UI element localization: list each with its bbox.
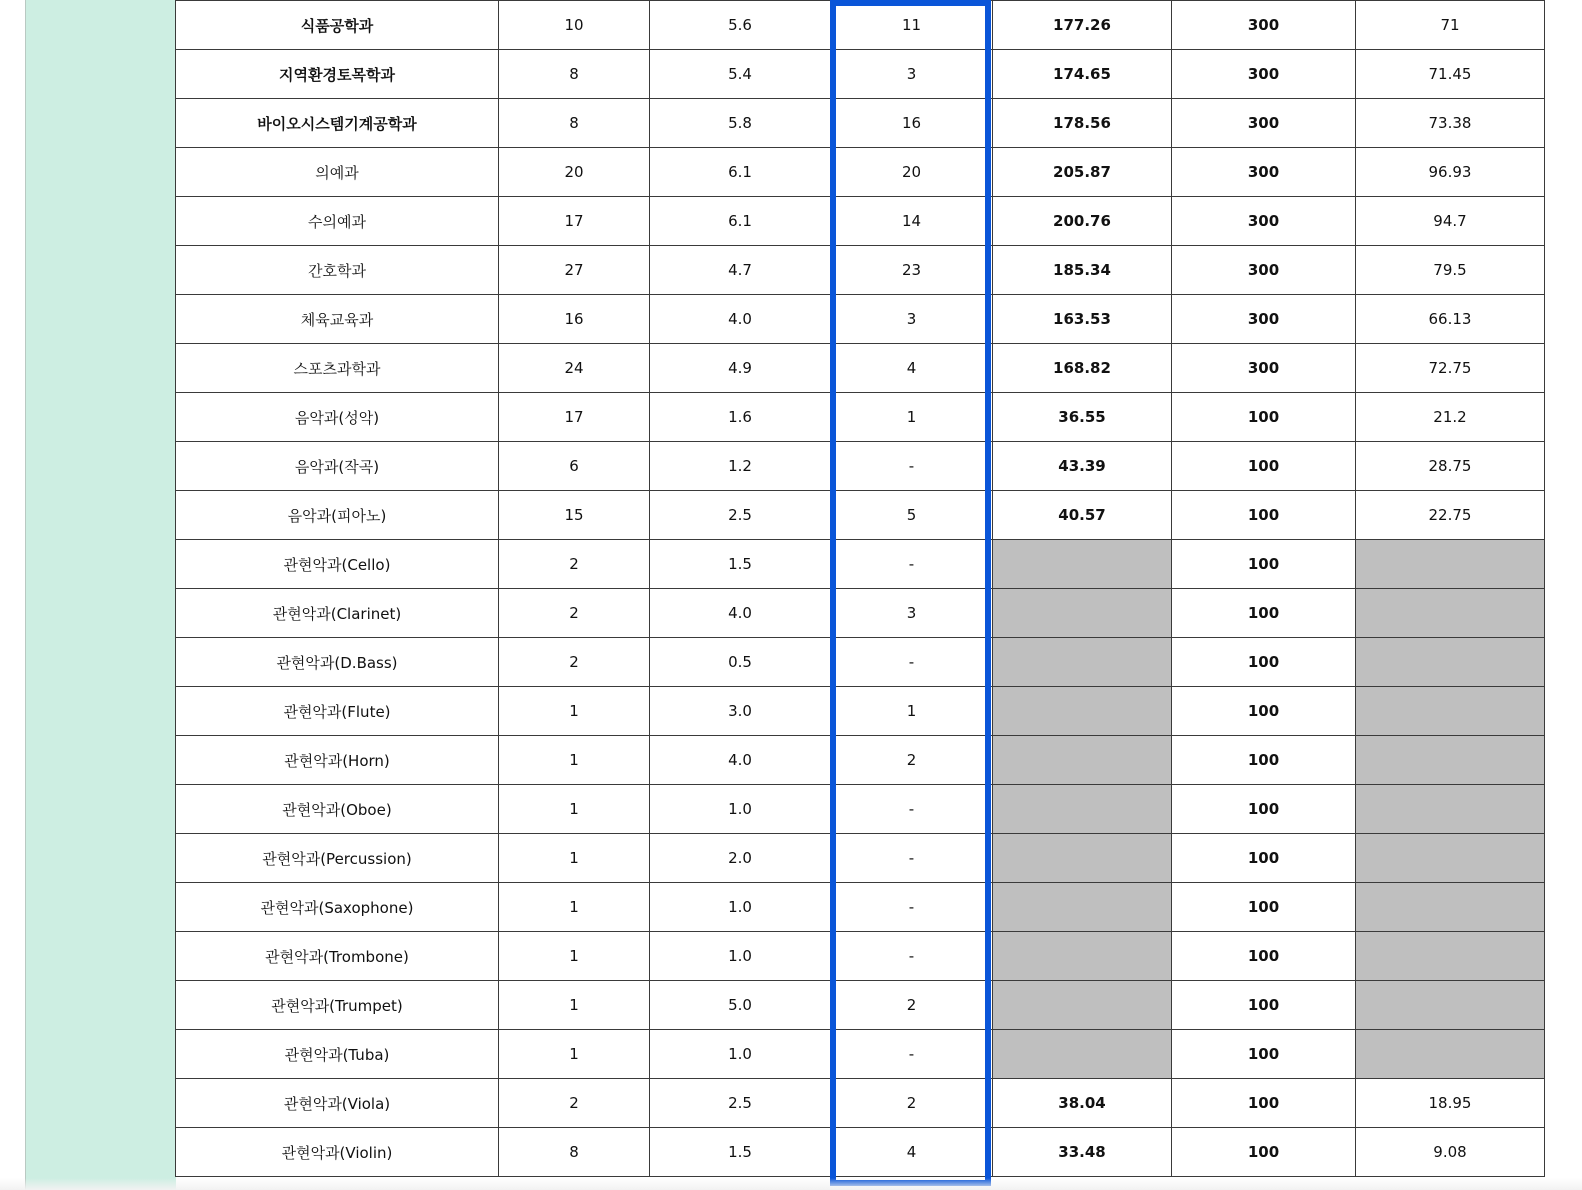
value-cell-c1: 1 (499, 883, 650, 932)
value-cell-c1: 1 (499, 785, 650, 834)
value-cell-c4: 205.87 (993, 148, 1172, 197)
dept-name-cell: 간호학과 (176, 246, 499, 295)
value-cell-c4: 174.65 (993, 50, 1172, 99)
value-cell-c6: 71 (1356, 1, 1545, 50)
value-cell-c3: - (831, 883, 993, 932)
value-cell-c2: 6.1 (650, 148, 831, 197)
value-cell-c2: 1.5 (650, 1128, 831, 1177)
value-cell-c3: 2 (831, 736, 993, 785)
value-cell-c4: 200.76 (993, 197, 1172, 246)
value-cell-c2: 6.1 (650, 197, 831, 246)
value-cell-c2: 2.5 (650, 1079, 831, 1128)
value-cell-c5: 100 (1172, 883, 1356, 932)
value-cell-c1: 17 (499, 393, 650, 442)
table-row (176, 589, 1545, 638)
value-cell-c2: 4.0 (650, 589, 831, 638)
value-cell-c5: 100 (1172, 589, 1356, 638)
value-cell-c1: 8 (499, 99, 650, 148)
value-cell-c1: 1 (499, 687, 650, 736)
value-cell-c4 (993, 1030, 1172, 1079)
value-cell-c2: 1.0 (650, 883, 831, 932)
value-cell-c4: 185.34 (993, 246, 1172, 295)
table-row (176, 99, 1545, 148)
value-cell-c6: 73.38 (1356, 99, 1545, 148)
value-cell-c6: 9.08 (1356, 1128, 1545, 1177)
value-cell-c1: 24 (499, 344, 650, 393)
table-row (176, 148, 1545, 197)
value-cell-c3: 16 (831, 99, 993, 148)
value-cell-c4 (993, 638, 1172, 687)
dept-name-cell: 관현악과(Cello) (176, 540, 499, 589)
value-cell-c4 (993, 687, 1172, 736)
value-cell-c4 (993, 932, 1172, 981)
dept-name-cell: 음악과(피아노) (176, 491, 499, 540)
dept-name-cell: 관현악과(Trombone) (176, 932, 499, 981)
table-row (176, 1, 1545, 50)
table-row (176, 1079, 1545, 1128)
dept-name-cell: 음악과(작곡) (176, 442, 499, 491)
table-row (176, 1128, 1545, 1177)
table-row (176, 295, 1545, 344)
value-cell-c2: 2.0 (650, 834, 831, 883)
table-row (176, 883, 1545, 932)
value-cell-c4: 178.56 (993, 99, 1172, 148)
value-cell-c5: 100 (1172, 442, 1356, 491)
value-cell-c3: - (831, 785, 993, 834)
value-cell-c5: 300 (1172, 148, 1356, 197)
table-row (176, 246, 1545, 295)
value-cell-c5: 100 (1172, 785, 1356, 834)
value-cell-c4 (993, 736, 1172, 785)
value-cell-c5: 100 (1172, 638, 1356, 687)
value-cell-c5: 300 (1172, 1, 1356, 50)
value-cell-c5: 100 (1172, 393, 1356, 442)
value-cell-c5: 100 (1172, 540, 1356, 589)
value-cell-c4 (993, 785, 1172, 834)
value-cell-c3: 3 (831, 50, 993, 99)
value-cell-c2: 4.0 (650, 295, 831, 344)
value-cell-c3: 1 (831, 393, 993, 442)
value-cell-c2: 1.5 (650, 540, 831, 589)
value-cell-c6: 66.13 (1356, 295, 1545, 344)
value-cell-c5: 300 (1172, 344, 1356, 393)
value-cell-c5: 100 (1172, 834, 1356, 883)
value-cell-c3: - (831, 1030, 993, 1079)
value-cell-c5: 100 (1172, 932, 1356, 981)
value-cell-c6: 94.7 (1356, 197, 1545, 246)
value-cell-c6 (1356, 1030, 1545, 1079)
value-cell-c1: 8 (499, 1128, 650, 1177)
value-cell-c2: 5.0 (650, 981, 831, 1030)
value-cell-c3: 4 (831, 1128, 993, 1177)
dept-name-cell: 관현악과(D.Bass) (176, 638, 499, 687)
value-cell-c1: 15 (499, 491, 650, 540)
value-cell-c5: 300 (1172, 99, 1356, 148)
value-cell-c4: 177.26 (993, 1, 1172, 50)
dept-name-cell: 체육교육과 (176, 295, 499, 344)
dept-name-cell: 관현악과(Viola) (176, 1079, 499, 1128)
value-cell-c6: 72.75 (1356, 344, 1545, 393)
value-cell-c5: 300 (1172, 50, 1356, 99)
value-cell-c1: 8 (499, 50, 650, 99)
value-cell-c3: - (831, 540, 993, 589)
value-cell-c4: 163.53 (993, 295, 1172, 344)
value-cell-c1: 16 (499, 295, 650, 344)
value-cell-c4 (993, 540, 1172, 589)
value-cell-c6: 28.75 (1356, 442, 1545, 491)
admissions-results-table (175, 0, 1545, 1177)
left-category-column (25, 0, 176, 1190)
value-cell-c3: 1 (831, 687, 993, 736)
table-body (176, 1, 1545, 1177)
value-cell-c6 (1356, 687, 1545, 736)
value-cell-c1: 1 (499, 1030, 650, 1079)
value-cell-c6: 22.75 (1356, 491, 1545, 540)
dept-name-cell: 관현악과(Oboe) (176, 785, 499, 834)
value-cell-c1: 27 (499, 246, 650, 295)
value-cell-c2: 1.0 (650, 785, 831, 834)
value-cell-c5: 100 (1172, 1128, 1356, 1177)
table-row (176, 785, 1545, 834)
value-cell-c5: 100 (1172, 1030, 1356, 1079)
value-cell-c4: 36.55 (993, 393, 1172, 442)
value-cell-c6 (1356, 883, 1545, 932)
value-cell-c6: 18.95 (1356, 1079, 1545, 1128)
table-row (176, 687, 1545, 736)
value-cell-c1: 1 (499, 834, 650, 883)
value-cell-c2: 5.4 (650, 50, 831, 99)
value-cell-c3: - (831, 834, 993, 883)
value-cell-c5: 300 (1172, 197, 1356, 246)
value-cell-c5: 100 (1172, 736, 1356, 785)
value-cell-c6 (1356, 589, 1545, 638)
value-cell-c4 (993, 589, 1172, 638)
table-row (176, 491, 1545, 540)
value-cell-c4: 43.39 (993, 442, 1172, 491)
table-row (176, 197, 1545, 246)
value-cell-c3: 11 (831, 1, 993, 50)
value-cell-c2: 2.5 (650, 491, 831, 540)
value-cell-c3: 14 (831, 197, 993, 246)
value-cell-c4: 40.57 (993, 491, 1172, 540)
value-cell-c6: 71.45 (1356, 50, 1545, 99)
dept-name-cell: 식품공학과 (176, 1, 499, 50)
dept-name-cell: 관현악과(Violin) (176, 1128, 499, 1177)
value-cell-c1: 2 (499, 638, 650, 687)
value-cell-c2: 4.9 (650, 344, 831, 393)
value-cell-c6 (1356, 981, 1545, 1030)
value-cell-c6 (1356, 785, 1545, 834)
value-cell-c3: - (831, 442, 993, 491)
value-cell-c4 (993, 883, 1172, 932)
table-row (176, 932, 1545, 981)
dept-name-cell: 관현악과(Flute) (176, 687, 499, 736)
value-cell-c1: 1 (499, 736, 650, 785)
table-row (176, 344, 1545, 393)
value-cell-c2: 1.6 (650, 393, 831, 442)
value-cell-c6 (1356, 834, 1545, 883)
value-cell-c2: 1.2 (650, 442, 831, 491)
value-cell-c3: 3 (831, 589, 993, 638)
value-cell-c3: 23 (831, 246, 993, 295)
value-cell-c1: 1 (499, 981, 650, 1030)
value-cell-c6: 96.93 (1356, 148, 1545, 197)
dept-name-cell: 관현악과(Clarinet) (176, 589, 499, 638)
dept-name-cell: 관현악과(Horn) (176, 736, 499, 785)
value-cell-c1: 20 (499, 148, 650, 197)
value-cell-c2: 4.7 (650, 246, 831, 295)
dept-name-cell: 음악과(성악) (176, 393, 499, 442)
dept-name-cell: 지역환경토목학과 (176, 50, 499, 99)
value-cell-c4: 38.04 (993, 1079, 1172, 1128)
table-row (176, 540, 1545, 589)
value-cell-c3: 20 (831, 148, 993, 197)
value-cell-c3: 5 (831, 491, 993, 540)
value-cell-c1: 1 (499, 932, 650, 981)
value-cell-c2: 3.0 (650, 687, 831, 736)
scroll-edge-shadow (0, 1178, 1582, 1190)
value-cell-c3: 4 (831, 344, 993, 393)
value-cell-c1: 6 (499, 442, 650, 491)
value-cell-c6 (1356, 932, 1545, 981)
value-cell-c4: 33.48 (993, 1128, 1172, 1177)
dept-name-cell: 관현악과(Saxophone) (176, 883, 499, 932)
value-cell-c4 (993, 834, 1172, 883)
value-cell-c6: 21.2 (1356, 393, 1545, 442)
value-cell-c5: 300 (1172, 246, 1356, 295)
dept-name-cell: 수의예과 (176, 197, 499, 246)
table-row (176, 981, 1545, 1030)
value-cell-c6 (1356, 638, 1545, 687)
dept-name-cell: 관현악과(Percussion) (176, 834, 499, 883)
table-row (176, 736, 1545, 785)
value-cell-c2: 5.6 (650, 1, 831, 50)
value-cell-c2: 5.8 (650, 99, 831, 148)
table-row (176, 393, 1545, 442)
table-row (176, 442, 1545, 491)
value-cell-c5: 100 (1172, 491, 1356, 540)
table-row (176, 1030, 1545, 1079)
value-cell-c3: - (831, 932, 993, 981)
table-row (176, 834, 1545, 883)
value-cell-c2: 0.5 (650, 638, 831, 687)
value-cell-c6: 79.5 (1356, 246, 1545, 295)
value-cell-c1: 10 (499, 1, 650, 50)
dept-name-cell: 의예과 (176, 148, 499, 197)
value-cell-c5: 100 (1172, 981, 1356, 1030)
dept-name-cell: 관현악과(Trumpet) (176, 981, 499, 1030)
value-cell-c6 (1356, 540, 1545, 589)
table-row (176, 638, 1545, 687)
value-cell-c3: 2 (831, 981, 993, 1030)
value-cell-c5: 100 (1172, 687, 1356, 736)
dept-name-cell: 바이오시스템기계공학과 (176, 99, 499, 148)
value-cell-c4: 168.82 (993, 344, 1172, 393)
table-row (176, 50, 1545, 99)
value-cell-c2: 4.0 (650, 736, 831, 785)
value-cell-c1: 2 (499, 1079, 650, 1128)
value-cell-c3: 3 (831, 295, 993, 344)
value-cell-c2: 1.0 (650, 1030, 831, 1079)
value-cell-c3: 2 (831, 1079, 993, 1128)
value-cell-c6 (1356, 736, 1545, 785)
value-cell-c5: 300 (1172, 295, 1356, 344)
value-cell-c3: - (831, 638, 993, 687)
value-cell-c5: 100 (1172, 1079, 1356, 1128)
value-cell-c2: 1.0 (650, 932, 831, 981)
value-cell-c1: 2 (499, 589, 650, 638)
value-cell-c1: 17 (499, 197, 650, 246)
dept-name-cell: 관현악과(Tuba) (176, 1030, 499, 1079)
value-cell-c4 (993, 981, 1172, 1030)
value-cell-c1: 2 (499, 540, 650, 589)
dept-name-cell: 스포츠과학과 (176, 344, 499, 393)
